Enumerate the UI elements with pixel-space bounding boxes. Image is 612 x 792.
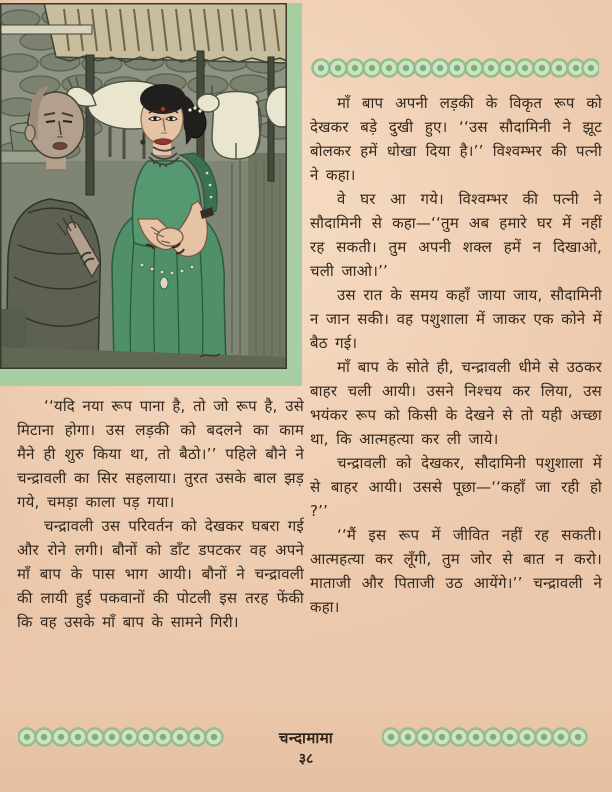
magazine-title: चन्दामामा	[278, 729, 334, 747]
story-paragraph: उस रात के समय कहाँ जाया जाय, सौदामिनी न जान सकी। वह पशुशाला में जाकर एक कोने में बैठ गई।	[310, 286, 602, 352]
illustration-artwork	[0, 3, 302, 386]
story-paragraph: चन्द्रावली को देखकर, सौदामिनी पशुशाला में से बाहर आयी। उससे पूछा—‘‘कहाँ जा रही हो ?’’	[310, 454, 602, 520]
story-paragraph: ‘‘यदि नया रूप पाना है, तो जो रूप है, उसे मिटाना होगा। उस लड़की को बदलने का काम मैने ही शुरु किया था, तो बैठो।’’ पहिले बौने ने चन्द्रावली का सिर सहलाया। तुरत उसके बाल झड़ गये, चमड़ा काला पड़ गया।	[17, 397, 304, 511]
right-text-column	[310, 91, 602, 619]
story-paragraph: माँ बाप के सोते ही, चन्द्रावली धीमे से उठकर बाहर चली आयी। उसने निश्चय कर लिया, उस भयंकर रूप को किसी के देखने से तो यही अच्छा था, कि आत्महत्या कर ली जाये।	[310, 358, 602, 448]
story-paragraph: चन्द्रावली उस परिवर्तन को देखकर घबरा गई और रोने लगी। बौनों को डाँट डपटकर वह अपने माँ बाप के पास भाग आयी। बौनों ने चन्द्रावली की लायी हुई पकवानों की पोटली इस तरह फेंकी कि वह उसके माँ बाप के सामने गिरी।	[17, 517, 304, 631]
page-number: ३८	[298, 751, 314, 767]
story-paragraph: माँ बाप अपनी लड़की के विकृत रूप को देखकर बड़े दुखी हुए। ‘‘उस सौदामिनी ने झूट बोलकर हमें धोखा दिया है।’’ विश्वम्भर की पत्नी ने कहा।	[310, 94, 602, 184]
left-text-column	[17, 394, 304, 634]
story-paragraph: ‘‘मैं इस रूप में जीवित नहीं रह सकती। आत्महत्या कर लूँगी, तुम जोर से बात न करो। माताजी और पिताजी उठ आयेंगे।’’ चन्द्रावली ने कहा।	[310, 526, 602, 616]
story-paragraph: वे घर आ गये। विश्वम्भर की पत्नी ने सौदामिनी से कहा—‘‘तुम अब हमारे घर में नहीं रह सकती। तुम अपनी शक्ल हमें न दिखाओ, चली जाओ।’’	[310, 190, 602, 280]
ornament-chain-footer-left	[18, 727, 230, 747]
ornament-chain-footer-right	[382, 727, 594, 747]
story-illustration	[0, 3, 302, 386]
ornament-chain-top	[311, 57, 599, 79]
